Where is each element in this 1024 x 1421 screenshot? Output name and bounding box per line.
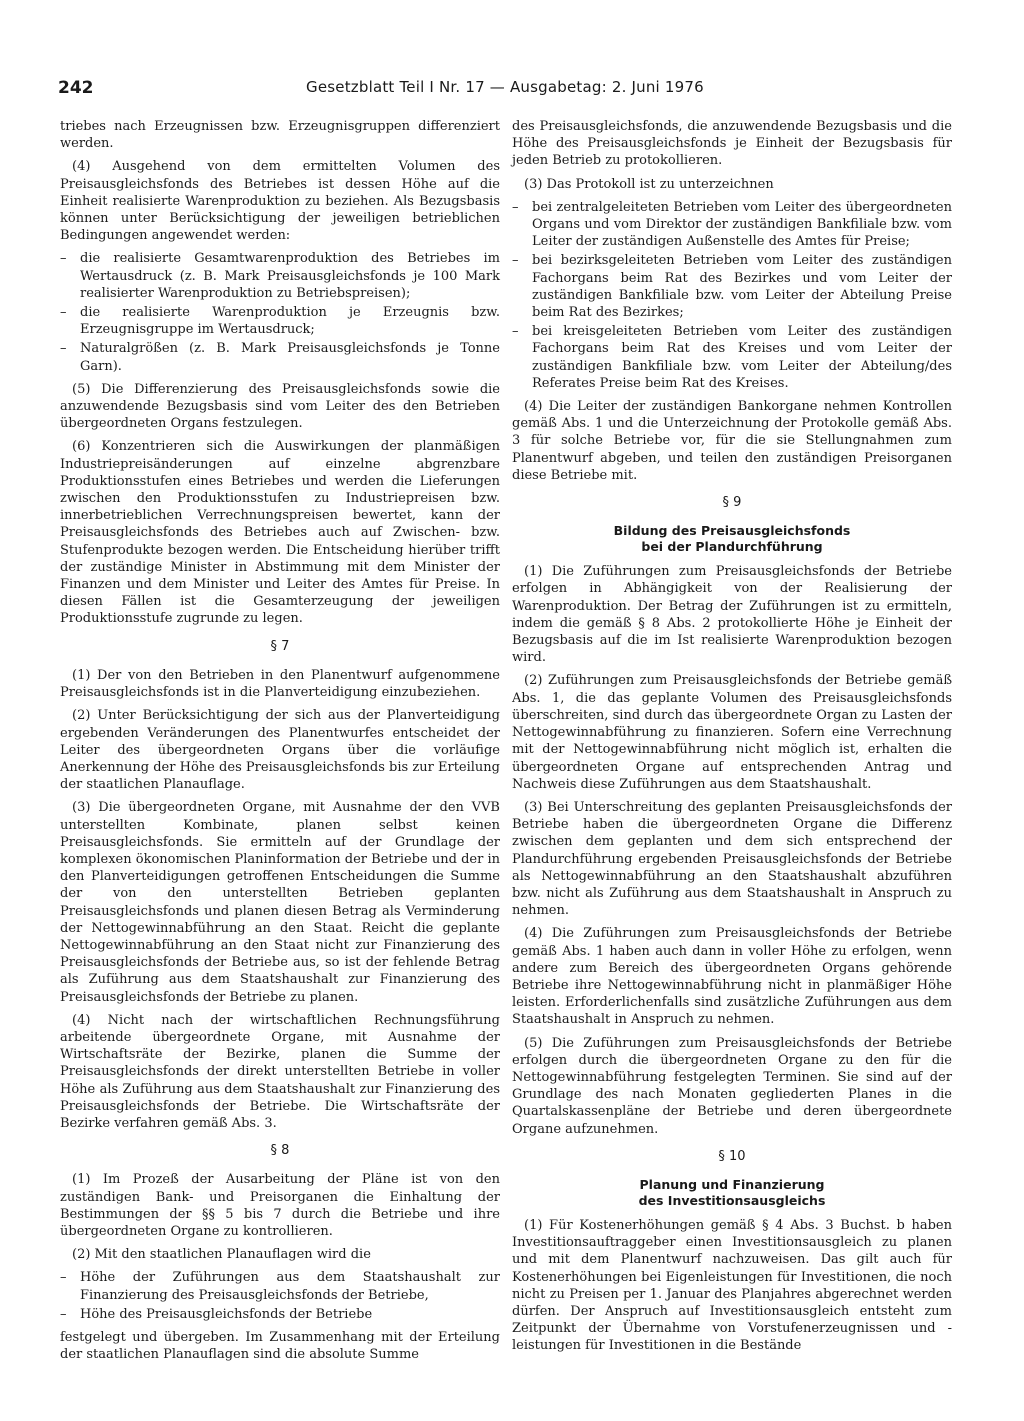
paragraph: (1) Im Prozeß der Ausarbeitung der Pläne ist von den zuständigen Bank- und Preisorganen die Einhaltung der Bestimmungen der §§ 5 bis 7 durch die Betriebe und ihre übergeordneten Organe zu kontrollieren. (60, 1172, 500, 1239)
paragraph: triebes nach Erzeugnissen bzw. Erzeugnisgruppen differenziert werden. (60, 119, 500, 152)
list-item: – bei kreisgeleiteten Betrieben vom Leiter des zuständigen Fachorgans beim Rat des Kreises und vom Leiter der zuständigen Bankfiliale bzw. vom Leiter der Abteilung/des Referates Preise beim Rat des Kreises. (512, 323, 952, 392)
page-number: 242 (58, 78, 94, 98)
paragraph: (2) Mit den staatlichen Planauflagen wird die (72, 1247, 371, 1263)
section-title-10: § 10 (718, 1148, 746, 1164)
paragraph: (5) Die Differenzierung des Preisausgleichsfonds sowie die anzuwendende Bezugsbasis sind vom Leiter des den Betrieben übergeordneten Organs festzulegen. (60, 381, 500, 432)
page-header (58, 78, 958, 104)
paragraph: (3) Das Protokoll ist zu unterzeichnen (524, 176, 774, 192)
paragraph: (3) Bei Unterschreitung des geplanten Preisausgleichsfonds der Betriebe haben die übergeordneten Organe die Differenz zwischen dem geplanten und dem sich entsprechend der Plandurchführung ergebenden Preisausgleichsfonds der Betriebe als Nettogewinnabführung an den Staatshaushalt abzuführen bzw. nicht als Zuführung aus dem Staatshaushalt in Anspruch zu nehmen. (512, 799, 952, 919)
dash-list (60, 250, 500, 374)
paragraph: (4) Ausgehend von dem ermittelten Volumen des Preisausgleichsfonds des Betriebes ist dessen Höhe auf die Einheit realisierte Warenproduktion zu beziehen. Als Bezugsbasis können unter Berücksichtigung der jeweiligen betrieblichen Bedingungen angewendet werden: (60, 159, 500, 244)
list-item: – bei zentralgeleiteten Betrieben vom Leiter des übergeordneten Organs und vom Direktor der zuständigen Bankfiliale bzw. vom Leiter der zuständigen Außenstelle des Amtes für Preise; (512, 199, 952, 251)
section-title-8: § 8 (270, 1143, 290, 1159)
paragraph: (4) Die Leiter der zuständigen Bankorgane nehmen Kontrollen gemäß Abs. 1 und die Unterzeichnung der Protokolle gemäß Abs. 3 für solche Betriebe vor, für die sie Stellungnahmen zum Planentwurf abgeben, und teilen den zuständigen Preisorganen diese Betriebe mit. (512, 399, 952, 483)
dash-list (512, 199, 952, 392)
paragraph: (5) Die Zuführungen zum Preisausgleichsfonds der Betriebe erfolgen durch die übergeordneten Organe zu den für die Nettogewinnabführung festgelegten Terminen. Sie sind auf der Grundlage des nach Monaten gegliederten Planes in die Quartalskassenpläne der Betriebe und deren übergeordnete Organe aufzunehmen. (512, 1035, 952, 1137)
right-column (512, 118, 952, 1361)
section-heading-10 (512, 1177, 952, 1209)
paragraph: des Preisausgleichsfonds, die anzuwendende Bezugsbasis und die Höhe des Preisausgleichsfonds je Einheit der Bezugsbasis für jeden Betrieb zu protokollieren. (512, 119, 952, 169)
paragraph: (2) Zuführungen zum Preisausgleichsfonds der Betriebe gemäß Abs. 1, die das geplante Volumen des Preisausgleichsfonds überschreiten, sind durch das übergeordnete Organ zu Lasten der Nettogewinnabführung zu finanzieren. Sofern eine Verrechnung mit der Nettogewinnabführung nicht möglich ist, erhalten die übergeordneten Organe auf entsprechenden Antrag und Nachweis diese Zuführungen aus dem Staatshaushalt. (512, 673, 952, 792)
left-column (60, 118, 500, 1369)
heading-line: bei der Plandurchführung (641, 539, 823, 555)
paragraph: (1) Die Zuführungen zum Preisausgleichsfonds der Betriebe erfolgen in Abhängigkeit von der Realisierung der Warenproduktion. Der Betrag der Zuführungen ist zu ermitteln, indem die gemäß § 8 Abs. 2 protokollierte Höhe je Einheit der Bezugsbasis auf die im Ist realisierte Warenproduktion bezogen wird. (512, 564, 952, 666)
list-item: – Höhe des Preisausgleichsfonds der Betriebe (60, 1306, 500, 1323)
list-item: – Naturalgrößen (z. B. Mark Preisausgleichsfonds je Tonne Garn). (60, 340, 500, 374)
dash-list (60, 1269, 500, 1323)
paragraph: (2) Unter Berücksichtigung der sich aus der Planverteidigung ergebenden Veränderungen des Planentwurfes entscheidet der Leiter des übergeordneten Organs über die vorläufige Anerkennung der Höhe des Preisausgleichsfonds bis zur Erteilung der staatlichen Planauflage. (60, 708, 500, 793)
section-title-7: § 7 (270, 638, 290, 654)
paragraph: (1) Für Kostenerhöhungen gemäß § 4 Abs. 3 Buchst. b haben Investitionsauftraggeber einen Investitionsausgleich zu planen und mit dem Planentwurf nachzuweisen. Das gilt auch für Kostenerhöhungen bei Eigenleistungen für Investitionen, die noch nicht zu Preisen per 1. Januar des Planjahres abgerechnet werden dürfen. Der Anspruch auf Investitionsausgleich entsteht zum Zeitpunkt der Übernahme von Vorstufenerzeugnissen und -leistungen für Investitionen in die Bestände (512, 1217, 952, 1354)
paragraph: (1) Der von den Betrieben in den Planentwurf aufgenommene Preisausgleichsfonds ist in die Planverteidigung einzubeziehen. (60, 667, 500, 701)
paragraph: (4) Die Zuführungen zum Preisausgleichsfonds der Betriebe gemäß Abs. 1 haben auch dann in voller Höhe zu erfolgen, wenn andere zum Bereich des übergeordneten Organs gehörende Betriebe ihre Nettogewinnabführung nicht in planmäßiger Höhe leisten. Erforderlichenfalls sind zusätzliche Zuführungen aus dem Staatshaushalt in Anspruch zu nehmen. (512, 926, 952, 1028)
paragraph: (3) Die übergeordneten Organe, mit Ausnahme der den VVB unterstellten Kombinate, planen selbst keinen Preisausgleichsfonds. Sie ermitteln auf der Grundlage der komplexen ökonomischen Planinformation der Betriebe und der in den Planverteidigungen getroffenen Entscheidungen die Summe der von den unterstellten Betrieben geplanten Preisausgleichsfonds und planen diesen Betrag als Verminderung der Nettogewinnabführung an den Staat. Reicht die geplante Nettogewinnabführung an den Staat nicht zur Finanzierung des Preisausgleichsfonds der Betriebe aus, so ist der fehlende Betrag als Zuführung aus dem Staatshaushalt zur Finanzierung des Preisausgleichsfonds der Betriebe zu planen. (60, 800, 500, 1005)
journal-title: Gesetzblatt Teil I Nr. 17 — Ausgabetag: 2. Juni 1976 (306, 78, 704, 96)
heading-line: Bildung des Preisausgleichsfonds (613, 523, 851, 539)
list-item: – die realisierte Warenproduktion je Erzeugnis bzw. Erzeugnisgruppe im Wertausdruck; (60, 304, 500, 338)
section-title-9: § 9 (722, 495, 742, 511)
list-item: – die realisierte Gesamtwarenproduktion des Betriebes im Wertausdruck (z. B. Mark Preisausgleichsfonds je 100 Mark realisierter Warenproduktion zu Betriebspreisen); (60, 250, 500, 302)
heading-line: des Investitionsausgleichs (638, 1192, 826, 1208)
paragraph: (4) Nicht nach der wirtschaftlichen Rechnungsführung arbeitende übergeordnete Organe, mit Ausnahme der Wirtschaftsräte der Bezirke, planen die Summe der Preisausgleichsfonds der direkt unterstellten Betriebe in voller Höhe als Zuführung aus dem Staatshaushalt zur Finanzierung des Preisausgleichsfonds der Betriebe. Die Wirtschaftsräte der Bezirke verfahren gemäß Abs. 3. (60, 1012, 500, 1131)
list-item: – Höhe der Zuführungen aus dem Staatshaushalt zur Finanzierung des Preisausgleichsfonds der Betriebe, (60, 1269, 500, 1303)
paragraph: festgelegt und übergeben. Im Zusammenhang mit der Erteilung der staatlichen Planauflagen sind die absolute Summe (60, 1330, 500, 1363)
heading-line: Planung und Finanzierung (639, 1176, 825, 1192)
paragraph: (6) Konzentrieren sich die Auswirkungen der planmäßigen Industriepreisänderungen auf einzelne abgrenzbare Produktionsstufen eines Betriebes und werden die Lieferungen zwischen den Produktionsstufen zu Industriepreisen bzw. innerbetrieblichen Verrechnungspreisen bewertet, kann der Preisausgleichsfonds des Betriebes auch auf Zwischen- bzw. Stufenprodukte bezogen werden. Die Entscheidung hierüber trifft der zuständige Minister in Abstimmung mit dem Minister der Finanzen und dem Minister und Leiter des Amtes für Preise. In diesen Fällen ist die Gesamterzeugung der jeweiligen Produktionsstufe zugrunde zu legen. (60, 439, 500, 627)
section-heading-9 (512, 523, 952, 555)
list-item: – bei bezirksgeleiteten Betrieben vom Leiter des zuständigen Fachorgans beim Rat des Bezirkes und vom Leiter der zuständigen Bankfiliale bzw. vom Leiter der Abteilung Preise beim Rat des Bezirkes; (512, 252, 952, 321)
